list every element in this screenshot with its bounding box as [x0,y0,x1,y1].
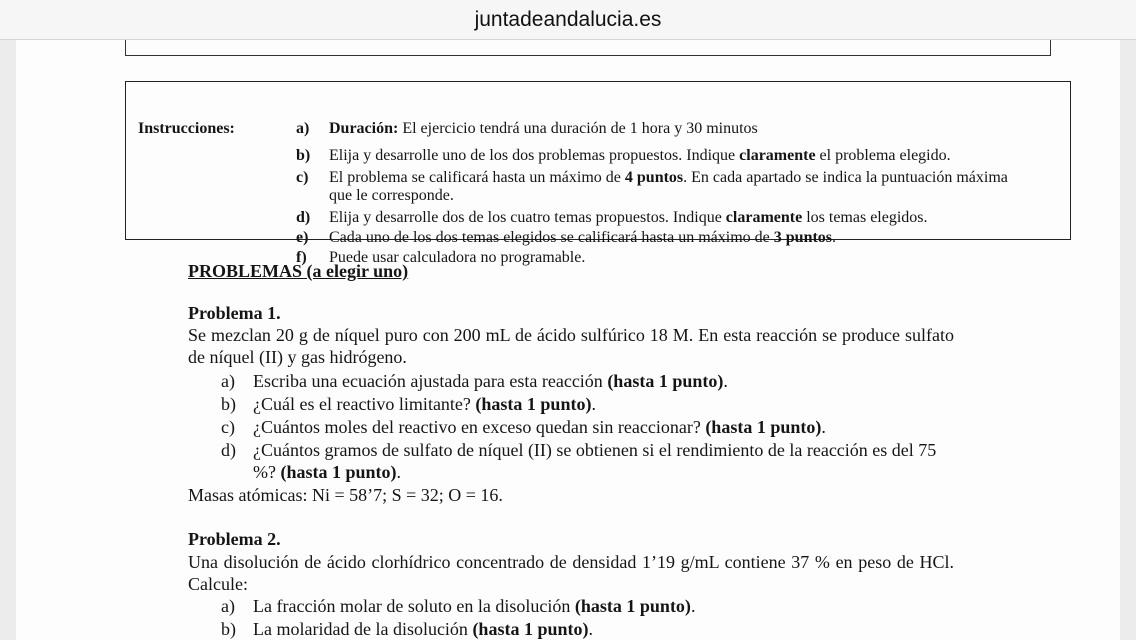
instruction-bold: 3 puntos [773,229,833,246]
question-end: . [690,596,696,616]
question-points: (hasta 1 punto) [574,596,691,616]
instruction-text: Elija y desarrolle uno de los dos problemas propuestos. Indique [329,147,740,164]
problem-1-statement: Se mezclan 20 g de níquel puro con 200 mL de ácido sulfúrico 18 M. En esta reacción se produce sulfato de níquel (II) y gas hidrógeno. [188,325,954,367]
question-end: . [723,371,728,391]
question-letter: c) [221,417,235,437]
question-points: (hasta 1 punto) [475,394,592,414]
question-points: (hasta 1 punto) [705,417,822,437]
instruction-text: El ejercicio tendrá una duración de 1 hora y 30 minutos [398,120,758,137]
question-text: ¿Cuántos moles del reactivo en exceso quedan sin reaccionar? [253,417,706,437]
instruction-text: Puede usar calculadora no programable. [329,249,586,266]
instruction-text: . [832,229,837,246]
instruction-text: Elija y desarrolle dos de los cuatro temas propuestos. Indique [329,209,726,226]
url-text[interactable]: juntadeandalucia.es [474,7,662,31]
instructions-box [125,81,1071,266]
question-points: (hasta 1 punto) [607,371,724,391]
question-text: ¿Cuál es el reactivo limitante? [253,394,476,414]
instruction-text: Cada uno de los dos temas elegidos se calificará hasta un máximo de [329,229,774,246]
instruction-letter: a) [296,120,310,137]
question-end: . [821,417,826,437]
instruction-bold: claramente [725,209,803,226]
question-points: (hasta 1 punto) [472,619,589,639]
instruction-letter: e) [296,229,309,246]
question-letter: b) [221,619,236,639]
instruction-letter: c) [296,169,309,186]
instruction-letter: d) [296,209,311,226]
section-title: PROBLEMAS (a elegir uno) [188,261,409,281]
instructions-label: Instrucciones: [138,120,235,137]
question-end: . [588,619,593,639]
instruction-text: el problema elegido. [815,147,951,164]
question-letter: a) [221,596,235,616]
instruction-text: los temas elegidos. [802,209,928,226]
document-page [16,40,1120,640]
question-letter: b) [221,394,236,414]
question-points: (hasta 1 punto) [280,462,397,482]
question-text: ¿Cuántos gramos de sulfato de níquel (II) se obtienen si el rendimiento de la reacción es del 75 %? [253,440,937,482]
question-end: . [396,462,402,482]
browser-url-bar[interactable] [0,0,1136,40]
problem-2-title: Problema 2. [188,529,281,549]
problem-2-statement: Una disolución de ácido clorhídrico concentrado de densidad 1’19 g/mL contiene 37 % en peso de HCl. Calcule: [188,552,954,594]
instruction-text: El problema se calificará hasta un máximo de [329,169,625,186]
question-letter: a) [221,371,235,391]
atomic-masses: Masas atómicas: Ni = 58’7; S = 32; O = 16. [188,485,503,505]
question-text: Escriba una ecuación ajustada para esta reacción [253,371,608,391]
question-end: . [591,394,596,414]
instruction-letter: b) [296,147,311,164]
question-letter: d) [221,440,236,460]
instruction-bold: 4 puntos [624,169,684,186]
instruction-bold: Duración: [329,120,399,137]
question-text: La molaridad de la disolución [253,619,473,639]
problem-1-title: Problema 1. [188,303,281,323]
instruction-text: . En cada apartado se indica la puntuación máxima que le corresponde. [329,169,1008,204]
instruction-bold: claramente [739,147,816,164]
question-text: La fracción molar de soluto en la disolución [253,596,575,616]
instruction-letter: f) [296,249,307,266]
